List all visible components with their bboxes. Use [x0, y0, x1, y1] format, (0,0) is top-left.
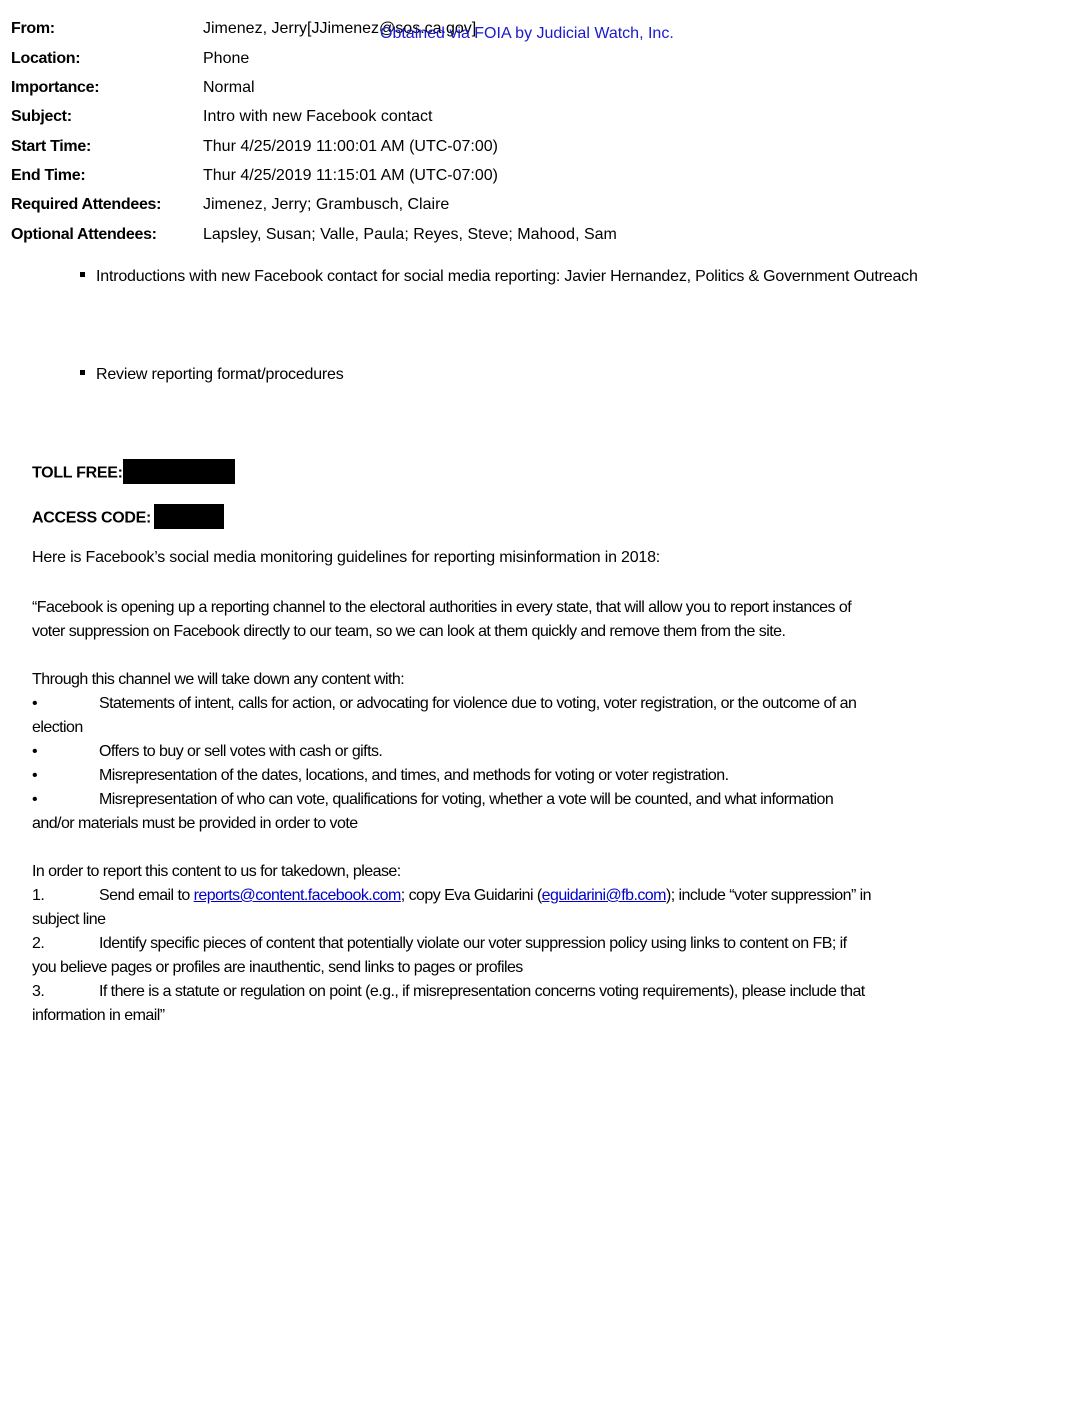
importance-value: Normal	[203, 79, 255, 96]
step-continuation: subject line	[32, 911, 106, 928]
bullet-continuation: and/or materials must be provided in order to vote	[32, 815, 358, 832]
access-code-redaction	[154, 504, 224, 529]
location-label: Location:	[11, 50, 81, 67]
spacer	[32, 836, 1062, 860]
step-number: 3.	[32, 983, 45, 1000]
end-time-label: End Time:	[11, 167, 86, 184]
guidelines-intro: Here is Facebook’s social media monitoring guidelines for reporting misinformation in 2018:	[32, 549, 661, 566]
takedown-bullet	[32, 692, 1062, 716]
bullet-icon	[80, 370, 85, 375]
takedown-intro: Through this channel we will take down any content with:	[32, 671, 405, 688]
report-step	[32, 884, 1062, 908]
bullet-icon: •	[32, 767, 38, 784]
step-text-pre: Send email to	[99, 887, 194, 904]
reports-email-link[interactable]: reports@content.facebook.com	[193, 887, 401, 904]
from-value: Jimenez, Jerry[JJimenez@sos.ca.gov]	[203, 20, 477, 37]
subject-value: Intro with new Facebook contact	[203, 108, 433, 125]
report-step	[32, 932, 1062, 956]
report-step	[32, 980, 1062, 1004]
bullet-text: Misrepresentation of who can vote, qualifications for voting, whether a vote will be counted, and what information	[99, 791, 834, 808]
step-text: If there is a statute or regulation on point (e.g., if misrepresentation concerns voting requirements), please include that	[99, 983, 865, 1000]
takedown-bullet	[32, 740, 1062, 764]
spacer	[32, 644, 1062, 668]
location-value: Phone	[203, 50, 250, 67]
bullet-icon	[80, 272, 85, 277]
quote-line: voter suppression on Facebook directly to our team, so we can look at them quickly and remove them from the site.	[32, 623, 786, 640]
required-attendees-label: Required Attendees:	[11, 196, 162, 213]
step-text: Identify specific pieces of content that potentially violate our voter suppression policy using links to content on FB; if	[99, 935, 847, 952]
access-code-line	[32, 506, 224, 531]
quote-line: “Facebook is opening up a reporting channel to the electoral authorities in every state, that will allow you to report instances of	[32, 599, 852, 616]
agenda-item	[80, 268, 918, 286]
optional-attendees-label: Optional Attendees:	[11, 226, 157, 243]
bullet-text: Misrepresentation of the dates, locations, and times, and methods for voting or voter registration.	[99, 767, 729, 784]
bullet-icon: •	[32, 791, 38, 808]
access-code-label: ACCESS CODE:	[32, 509, 152, 527]
end-time-value: Thur 4/25/2019 11:15:01 AM (UTC-07:00)	[203, 167, 498, 184]
bullet-icon: •	[32, 743, 38, 760]
step-continuation: information in email”	[32, 1007, 165, 1024]
step-continuation: you believe pages or profiles are inauthentic, send links to pages or profiles	[32, 959, 523, 976]
takedown-bullet	[32, 788, 1062, 812]
agenda-item	[80, 366, 344, 384]
bullet-text: Statements of intent, calls for action, or advocating for violence due to voting, voter registration, or the outcome of an	[99, 695, 857, 712]
start-time-value: Thur 4/25/2019 11:00:01 AM (UTC-07:00)	[203, 138, 498, 155]
importance-label: Importance:	[11, 79, 100, 96]
toll-free-line	[32, 461, 235, 486]
bullet-continuation: election	[32, 719, 83, 736]
agenda-item-text: Introductions with new Facebook contact for social media reporting: Javier Hernandez, Politics & Government Outreach	[96, 268, 918, 285]
step-text-mid: ; copy Eva Guidarini (	[400, 887, 542, 904]
optional-attendees-value: Lapsley, Susan; Valle, Paula; Reyes, Steve; Mahood, Sam	[203, 226, 617, 243]
required-attendees-value: Jimenez, Jerry; Grambusch, Claire	[203, 196, 450, 213]
agenda-item-text: Review reporting format/procedures	[96, 366, 344, 383]
step-text-post: ); include “voter suppression” in	[665, 887, 871, 904]
step-number: 1.	[32, 887, 45, 904]
subject-label: Subject:	[11, 108, 72, 125]
eguidarini-email-link[interactable]: eguidarini@fb.com	[541, 887, 666, 904]
step-number: 2.	[32, 935, 45, 952]
toll-free-redaction	[123, 459, 235, 484]
from-label: From:	[11, 20, 55, 37]
foia-watermark: Obtained via FOIA by Judicial Watch, Inc.	[380, 25, 674, 42]
toll-free-label: TOLL FREE:	[32, 464, 123, 482]
bullet-icon: •	[32, 695, 38, 712]
start-time-label: Start Time:	[11, 138, 91, 155]
guidelines-quote	[32, 596, 1062, 1028]
report-intro: In order to report this content to us for takedown, please:	[32, 863, 401, 880]
takedown-bullet	[32, 764, 1062, 788]
bullet-text: Offers to buy or sell votes with cash or gifts.	[99, 743, 383, 760]
